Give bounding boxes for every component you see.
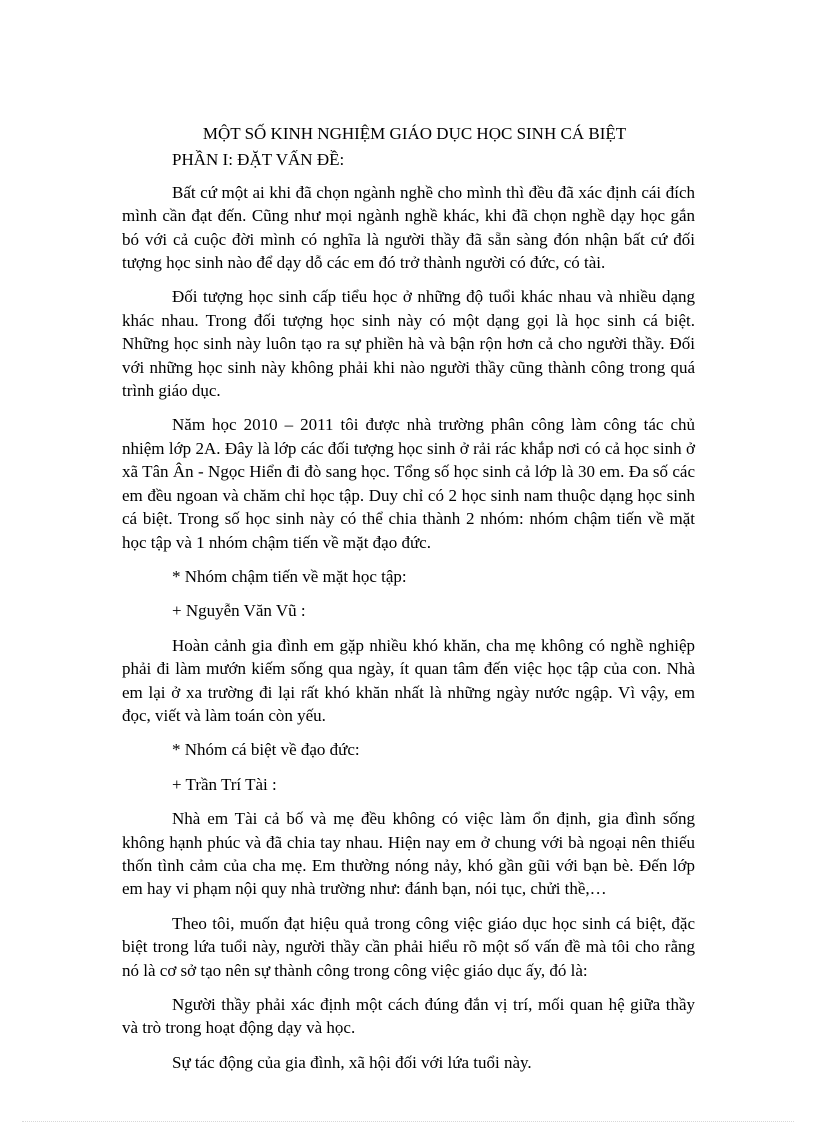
student-name-tai: + Trần Trí Tài : <box>172 774 277 794</box>
paragraph-student-types: Đối tượng học sinh cấp tiểu học ở những độ tuổi khác nhau và nhiều dạng khác nhau. Trong đối tượng học sinh này có một dạng gọi là học sinh cá biệt. Những học sinh này luôn tạo ra sự phiền hà và bận rộn hơn cả cho người thầy. Đối với những học sinh này không phải khi nào người thầy cũng thành công trong quá trình giáo dục. <box>122 287 695 401</box>
paragraph-intro: Bất cứ một ai khi đã chọn ngành nghề cho mình thì đều đã xác định cái đích mình cần đạt đến. Cũng như mọi ngành nghề khác, khi đã chọn nghề dạy học gắn bó với cả cuộc đời mình có nghĩa là người thầy đã sẵn sàng đón nhận bất cứ đối tượng học sinh nào để dạy dỗ các em đó trở thành người có đức, có tài. <box>122 182 695 273</box>
document-title: MỘT SỐ KINH NGHIỆM GIÁO DỤC HỌC SINH CÁ BIỆT <box>202 124 627 143</box>
paragraph-tai-situation: Nhà em Tài cả bố và mẹ đều không có việc làm ổn định, gia đình sống không hạnh phúc và đã chia tay nhau. Hiện nay em ở chung với bà ngoại nên thiếu thốn tình cảm của cha mẹ. Em thường nóng nảy, khó gần gũi với bạn bè. Đến lớp em hay vi phạm nội quy nhà trường như: đánh bạn, nói tục, chửi thề,… <box>122 809 695 899</box>
page-bottom-divider <box>22 1121 794 1122</box>
paragraph-teacher-role: Người thầy phải xác định một cách đúng đắn vị trí, mối quan hệ giữa thầy và trò trong hoạt động dạy và học. <box>122 995 695 1038</box>
group-heading-study: * Nhóm chậm tiến về mặt học tập: <box>172 566 407 586</box>
document-body <box>122 122 695 1085</box>
paragraph-opinion: Theo tôi, muốn đạt hiệu quả trong công việc giáo dục học sinh cá biệt, đặc biệt trong lứa tuổi này, người thầy cần phải hiểu rõ một số vấn đề mà tôi cho rằng nó là cơ sở tạo nên sự thành công trong công việc giáo dục ấy, đó là: <box>122 913 695 980</box>
section-heading: PHẦN I: ĐẶT VẤN ĐỀ: <box>172 150 345 170</box>
student-name-vu: + Nguyễn Văn Vũ : <box>172 601 306 621</box>
paragraph-family-impact: Sự tác động của gia đình, xã hội đối với lứa tuổi này. <box>172 1052 532 1072</box>
paragraph-class-info: Năm học 2010 – 2011 tôi được nhà trường phân công làm công tác chủ nhiệm lớp 2A. Đây là lớp các đối tượng học sinh ở rải rác khắp nơi có cả học sinh ở xã Tân Ân - Ngọc Hiển đi đò sang học. Tổng số học sinh cả lớp là 30 em. Đa số các em đều ngoan và chăm chỉ học tập. Duy chỉ có 2 học sinh nam thuộc dạng học sinh cá biệt. Trong số học sinh này có thể chia thành 2 nhóm: nhóm chậm tiến về mặt học tập và 1 nhóm chậm tiến về mặt đạo đức. <box>122 415 695 552</box>
paragraph-vu-situation: Hoàn cảnh gia đình em gặp nhiều khó khăn, cha mẹ không có nghề nghiệp phải đi làm mướn kiếm sống qua ngày, ít quan tâm đến việc học tập của con. Nhà em lại ở xa trường đi lại rất khó khăn nhất là những ngày nước ngập. Vì vậy, em đọc, viết và làm toán còn yếu. <box>122 635 695 725</box>
group-heading-ethics: * Nhóm cá biệt về đạo đức: <box>172 740 360 760</box>
